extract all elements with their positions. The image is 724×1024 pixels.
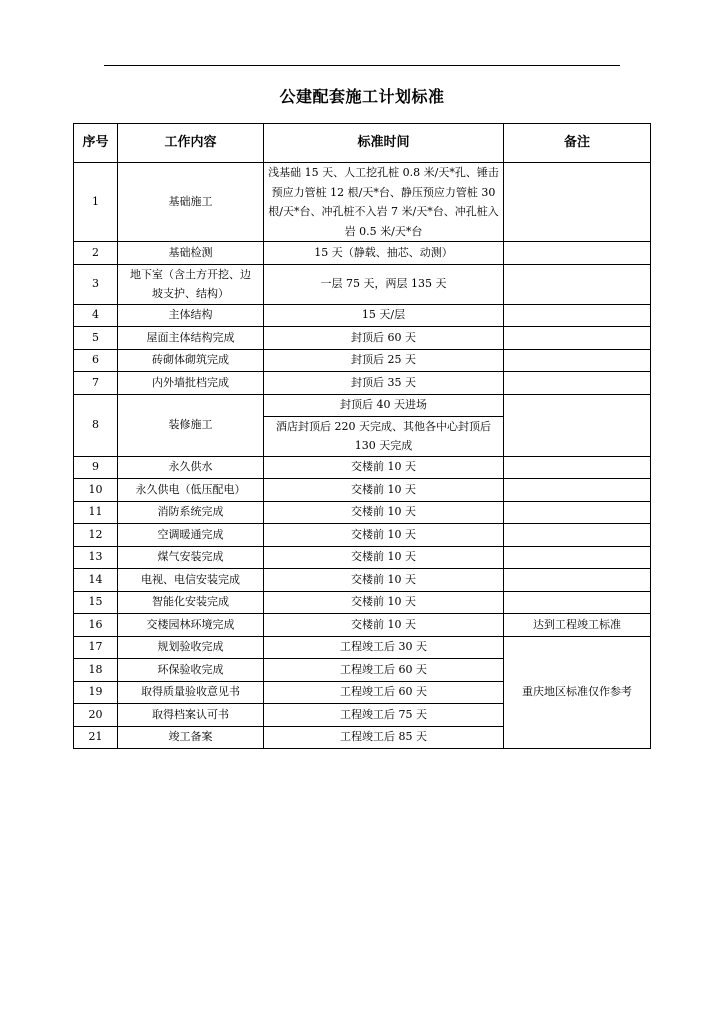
cell-note	[504, 264, 651, 304]
cell-note	[504, 546, 651, 569]
table-row	[74, 479, 651, 502]
cell-no: 19	[74, 681, 118, 704]
cell-note	[504, 501, 651, 524]
header-no: 序号	[74, 124, 118, 163]
cell-item: 永久供电（低压配电）	[118, 479, 264, 502]
cell-time: 工程竣工后 60 天	[264, 659, 504, 682]
cell-note	[504, 394, 651, 456]
cell-no: 17	[74, 636, 118, 659]
cell-note: 达到工程竣工标准	[504, 614, 651, 637]
cell-time: 工程竣工后 60 天	[264, 681, 504, 704]
table-row	[74, 242, 651, 265]
cell-time: 交楼前 10 天	[264, 501, 504, 524]
cell-time: 封顶后 35 天	[264, 372, 504, 395]
cell-no: 13	[74, 546, 118, 569]
cell-time: 工程竣工后 30 天	[264, 636, 504, 659]
cell-time: 交楼前 10 天	[264, 546, 504, 569]
table-header-row	[74, 124, 651, 163]
cell-no: 20	[74, 704, 118, 727]
page-title: 公建配套施工计划标准	[279, 87, 445, 106]
table-row	[74, 614, 651, 637]
cell-item: 装修施工	[118, 394, 264, 456]
table-row	[74, 636, 651, 659]
cell-time: 工程竣工后 75 天	[264, 704, 504, 727]
cell-no: 4	[74, 304, 118, 327]
cell-item: 智能化安装完成	[118, 591, 264, 614]
cell-item: 砖砌体砌筑完成	[118, 349, 264, 372]
cell-item: 电视、电信安装完成	[118, 569, 264, 592]
cell-note	[504, 479, 651, 502]
table-row	[74, 456, 651, 479]
cell-no: 6	[74, 349, 118, 372]
cell-time: 交楼前 10 天	[264, 591, 504, 614]
table-row	[74, 591, 651, 614]
cell-item: 地下室（含土方开挖、边坡支护、结构）	[118, 264, 264, 304]
cell-time: 浅基础 15 天、人工挖孔桩 0.8 米/天*孔、锤击预应力管桩 12 根/天*台、静压预应力管桩 30 根/天*台、冲孔桩不入岩 7 米/天*台、冲孔桩入岩 0.5 米/天*台	[264, 163, 504, 242]
cell-item: 消防系统完成	[118, 501, 264, 524]
cell-item: 主体结构	[118, 304, 264, 327]
table-row	[74, 546, 651, 569]
cell-no: 1	[74, 163, 118, 242]
cell-item: 取得档案认可书	[118, 704, 264, 727]
header-time: 标准时间	[264, 124, 504, 163]
table-row	[74, 569, 651, 592]
cell-item: 竣工备案	[118, 726, 264, 749]
cell-item: 环保验收完成	[118, 659, 264, 682]
cell-note	[504, 456, 651, 479]
cell-time: 交楼前 10 天	[264, 479, 504, 502]
cell-note	[504, 372, 651, 395]
cell-no: 7	[74, 372, 118, 395]
cell-time: 交楼前 10 天	[264, 524, 504, 547]
header-rule	[104, 65, 620, 66]
cell-note	[504, 163, 651, 242]
cell-note	[504, 591, 651, 614]
cell-no: 2	[74, 242, 118, 265]
cell-no: 14	[74, 569, 118, 592]
cell-time: 工程竣工后 85 天	[264, 726, 504, 749]
table-row	[74, 372, 651, 395]
cell-note	[504, 349, 651, 372]
cell-time: 交楼前 10 天	[264, 614, 504, 637]
cell-item: 基础施工	[118, 163, 264, 242]
cell-no: 9	[74, 456, 118, 479]
table-row	[74, 264, 651, 304]
cell-time: 封顶后 25 天	[264, 349, 504, 372]
header-item: 工作内容	[118, 124, 264, 163]
cell-item: 永久供水	[118, 456, 264, 479]
cell-no: 12	[74, 524, 118, 547]
cell-note-merged: 重庆地区标准仅作参考	[504, 636, 651, 749]
cell-note	[504, 524, 651, 547]
table-row	[74, 394, 651, 416]
cell-item: 规划验收完成	[118, 636, 264, 659]
cell-time: 15 天/层	[264, 304, 504, 327]
cell-time: 15 天（静载、抽芯、动测）	[264, 242, 504, 265]
table-row	[74, 327, 651, 350]
cell-no: 3	[74, 264, 118, 304]
cell-time: 酒店封顶后 220 天完成、其他各中心封顶后 130 天完成	[264, 416, 504, 456]
cell-no: 15	[74, 591, 118, 614]
cell-item: 空调暖通完成	[118, 524, 264, 547]
cell-no: 18	[74, 659, 118, 682]
cell-item: 屋面主体结构完成	[118, 327, 264, 350]
cell-no: 16	[74, 614, 118, 637]
cell-note	[504, 242, 651, 265]
table-row	[74, 349, 651, 372]
cell-time: 一层 75 天，两层 135 天	[264, 264, 504, 304]
table-row	[74, 501, 651, 524]
table-row	[74, 304, 651, 327]
cell-time: 封顶后 40 天进场	[264, 394, 504, 416]
cell-item: 取得质量验收意见书	[118, 681, 264, 704]
cell-time: 交楼前 10 天	[264, 569, 504, 592]
cell-item: 基础检测	[118, 242, 264, 265]
cell-time: 封顶后 60 天	[264, 327, 504, 350]
cell-note	[504, 304, 651, 327]
cell-note	[504, 327, 651, 350]
cell-item: 内外墙批档完成	[118, 372, 264, 395]
header-note: 备注	[504, 124, 651, 163]
cell-no: 11	[74, 501, 118, 524]
cell-item: 煤气安装完成	[118, 546, 264, 569]
cell-no: 5	[74, 327, 118, 350]
schedule-table	[73, 123, 651, 749]
cell-time: 交楼前 10 天	[264, 456, 504, 479]
table-row	[74, 524, 651, 547]
table-row	[74, 163, 651, 242]
cell-no: 21	[74, 726, 118, 749]
cell-item: 交楼园林环境完成	[118, 614, 264, 637]
cell-no: 8	[74, 394, 118, 456]
cell-note	[504, 569, 651, 592]
cell-no: 10	[74, 479, 118, 502]
